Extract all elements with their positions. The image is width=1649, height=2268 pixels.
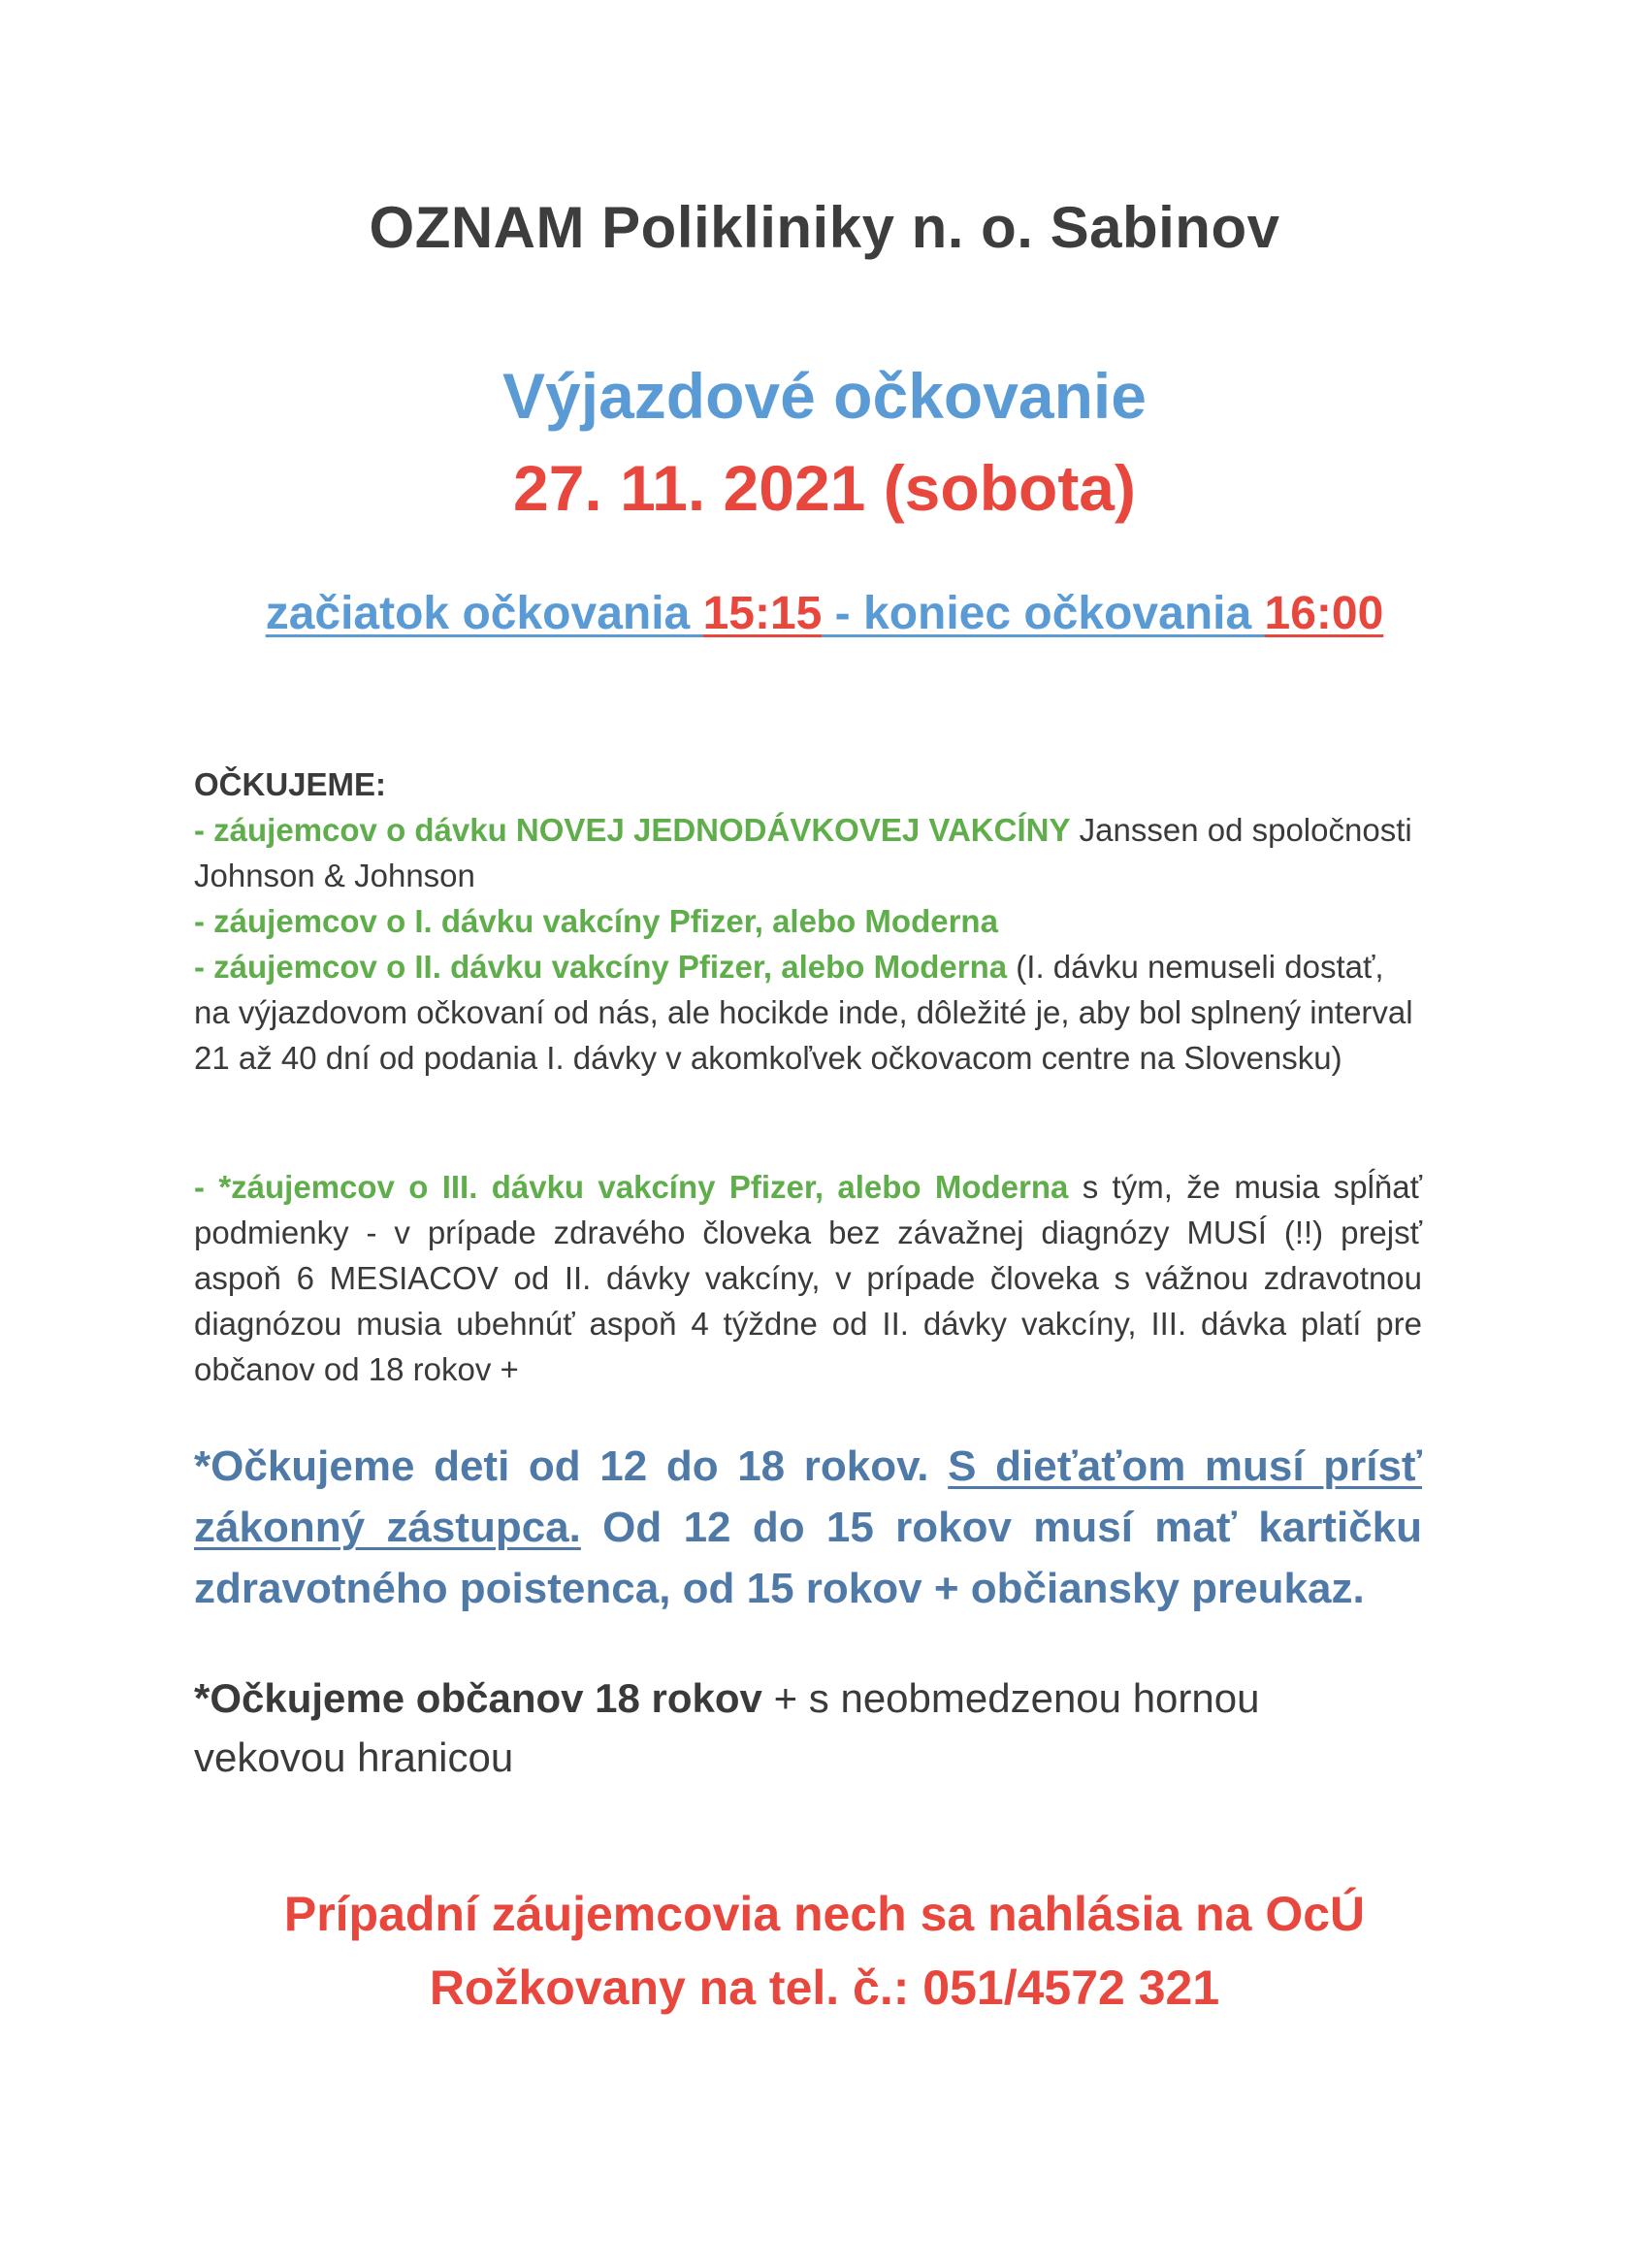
contact-line-1: Prípadní záujemcovia nech sa nahlásia na OcÚ: [283, 1887, 1366, 1941]
item2-highlight: - záujemcov o I. dávku vakcíny Pfizer, alebo Moderna: [194, 903, 998, 939]
contact-line-2: Rožkovany na tel. č.: 051/4572 321: [429, 1960, 1220, 2015]
item3-text: (I. dávku nemuseli dostať, na výjazdovom očkovaní od nás, ale hocikde inde, dôležité je, aby bol splnený interval 21 až 40 dní od podania I. dávky v akomkoľvek očkovacom centre na Slovensku): [194, 949, 1413, 1076]
vaccination-date: 27. 11. 2021 (sobota): [513, 452, 1136, 524]
list-item: [194, 944, 1422, 1081]
children-notice: [194, 1436, 1422, 1619]
item4-highlight: - *záujemcov o III. dávku vakcíny Pfizer, alebo Moderna: [194, 1169, 1069, 1205]
vaccinate-heading: OČKUJEME:: [194, 766, 387, 802]
start-label: začiatok očkovania: [265, 588, 703, 639]
list-item: [194, 898, 1422, 944]
item1-highlight: - záujemcov o dávku NOVEJ JEDNODÁVKOVEJ VAKCÍNY: [194, 812, 1071, 848]
adults-text: + s neobmedzenou hornou vekovou hranicou: [194, 1675, 1260, 1780]
notice-title: OZNAM Polikliniky n. o. Sabinov: [369, 195, 1280, 260]
item3-highlight: - záujemcov o II. dávku vakcíny Pfizer, alebo Moderna: [194, 949, 1008, 985]
start-time: 15:15: [702, 588, 823, 639]
kids-text-2: Od 12 do 15 rokov musí mať kartičku zdravotného poistenca, od 15 rokov + občiansky preukaz.: [194, 1504, 1423, 1612]
item1-text: Janssen od spoločnosti Johnson & Johnson: [194, 812, 1412, 893]
end-label: - koniec očkovania: [822, 588, 1265, 639]
schedule-line: [0, 587, 1649, 640]
vaccinate-list: [194, 761, 1422, 1081]
end-time: 16:00: [1264, 588, 1384, 639]
third-dose-item: [194, 1164, 1422, 1392]
notice-subtitle: Výjazdové očkovanie: [502, 360, 1147, 432]
adults-bold: *Očkujeme občanov 18 rokov: [194, 1675, 762, 1721]
kids-guardian-note: S dieťaťom musí prísť zákonný zástupca.: [194, 1442, 1423, 1551]
item4-text: s tým, že musia spĺňať podmienky - v prípade zdravého človeka bez závažnej diagnózy MUSÍ (!!) prejsť aspoň 6 MESIACOV od II. dávky vakcíny, v prípade človeka s vážnou zdravotnou diagnózou musia ubehnúť aspoň 4 týždne od II. dávky vakcíny, III. dávka platí pre občanov od 18 rokov +: [194, 1169, 1422, 1387]
adults-notice: [194, 1669, 1422, 1787]
kids-text-1: *Očkujeme deti od 12 do 18 rokov.: [194, 1442, 949, 1490]
list-item: [194, 807, 1422, 898]
contact-notice: [0, 1877, 1649, 2025]
